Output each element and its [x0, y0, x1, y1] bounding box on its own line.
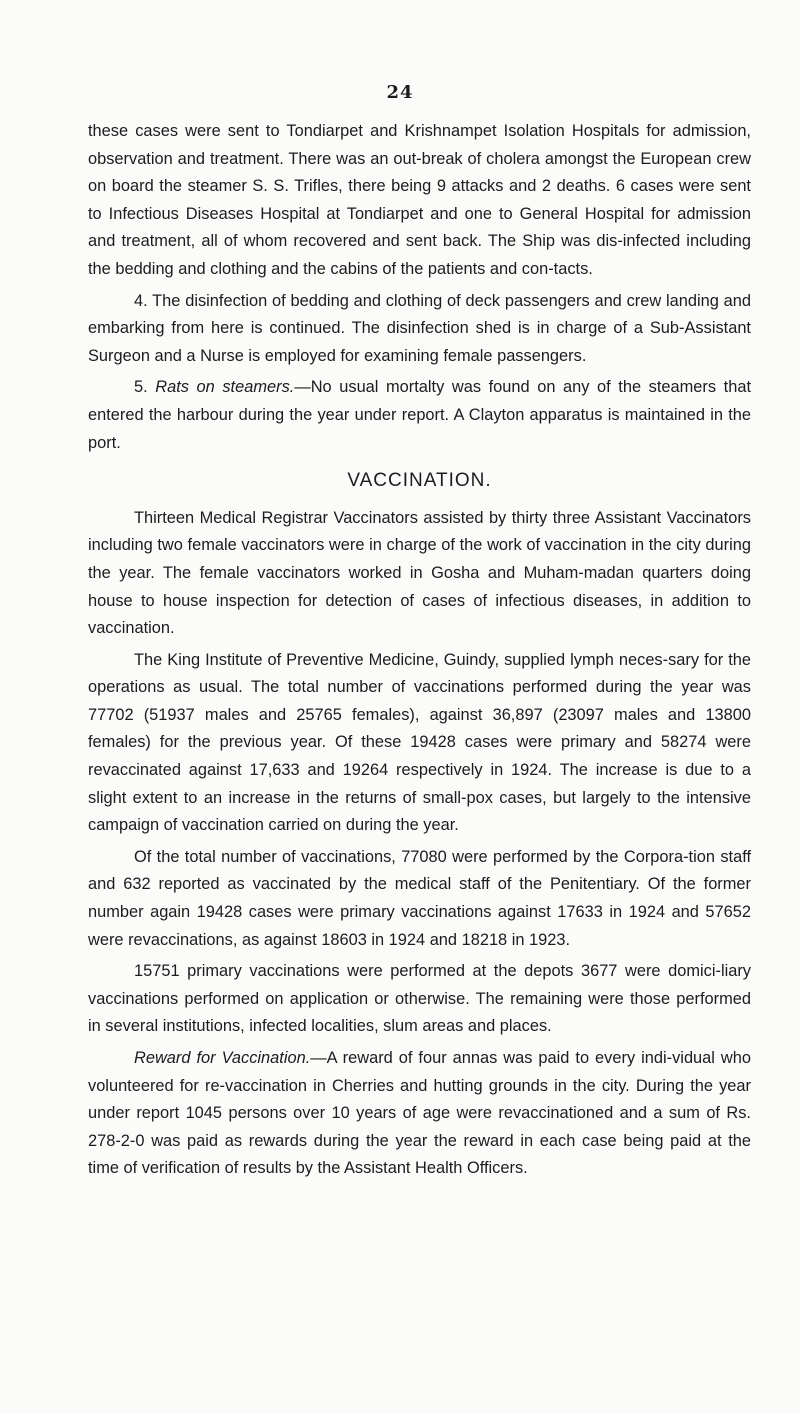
paragraph-lymph-supply: The King Institute of Preventive Medicine, Guindy, supplied lymph neces-sary for the operations as usual. The total number of vaccinations performed during the year was 77702 (51937 males and 25765 females), against 36,897 (23097 males and 13800 females) for the previous year. Of these 19428 cases were primary and 58274 were revaccinated against 17,633 and 19264 respectively in 1924. The increase is due to a slight extent to an increase in the returns of small-pox cases, but largely to the intensive campaign of vaccination carried on during the year.	[88, 650, 751, 835]
body-text	[88, 118, 751, 1183]
section-title-rats: Rats on steamers.	[155, 378, 295, 397]
paragraph-vaccinators: Thirteen Medical Registrar Vaccinators assisted by thirty three Assistant Vaccinators including two female vaccinators were in charge of the work of vaccination in the city during the year. The female vaccinators worked in Gosha and Muham-madan quarters doing house to house inspection for detection of cases of infectious diseases, in addition to vaccination.	[88, 508, 751, 638]
paragraph-total-vaccinations: Of the total number of vaccinations, 77080 were performed by the Corpora-tion staff and 632 reported as vaccinated by the medical staff of the Penitentiary. Of the former number again 19428 cases were primary vaccinations against 17633 in 1924 and 57652 were revaccinations, as against 18603 in 1924 and 18218 in 1923.	[88, 847, 751, 949]
section-heading-vaccination: VACCINATION.	[347, 470, 492, 492]
paragraph-disinfection: 4. The disinfection of bedding and clothing of deck passengers and crew landing and embarking from here is continued. The disinfection shed is in charge of a Sub-Assistant Surgeon and a Nurse is employed for examining female passengers.	[88, 291, 751, 365]
paragraph-reward-body: —A reward of four annas was paid to every indi-vidual who volunteered for re-vaccination in Cherries and hutting grounds in the city. During the year under report 1045 persons over 10 years of age were revaccinationed and a sum of Rs. 278-2-0 was paid as rewards during the year the reward in each case being paid at the time of verification of results by the Assistant Health Officers.	[88, 1049, 751, 1178]
paragraph-number: 5.	[134, 378, 156, 397]
paragraph-reward-for-vaccination	[88, 1045, 751, 1183]
paragraph-rats-on-steamers	[88, 374, 751, 457]
paragraph-cholera-outbreak: these cases were sent to Tondiarpet and Krishnampet Isolation Hospitals for admission, observation and treatment. There was an out-break of cholera amongst the European crew on board the steamer S. S. Trifles, there being 9 attacks and 2 deaths. 6 cases were sent to Infectious Diseases Hospital at Tondiarpet and one to General Hospital for admission and treatment, all of whom recovered and sent back. The Ship was dis-infected including the bedding and clothing and the cabins of the patients and con-tacts.	[88, 122, 751, 278]
section-title-reward: Reward for Vaccination.	[134, 1049, 311, 1067]
paragraph-rats-body: —No usual mortalty was found on any of the steamers that entered the harbour during the year under report. A Clayton apparatus is maintained in the port.	[88, 378, 752, 452]
page-number: 24	[386, 82, 414, 103]
paragraph-primary-vaccinations: 15751 primary vaccinations were performed at the depots 3677 were domici-liary vaccinations performed on application or otherwise. The remaining were those performed in several institutions, infected localities, slum areas and places.	[88, 962, 751, 1036]
